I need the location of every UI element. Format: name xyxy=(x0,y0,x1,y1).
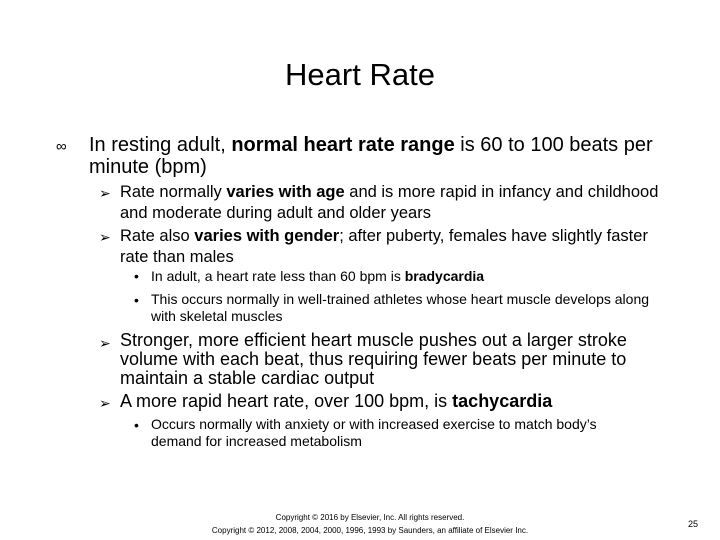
page-number: 25 xyxy=(688,519,699,529)
main-bullet-text: In resting adult, normal heart rate range is 60 to 100 beats per minute (bpm) xyxy=(89,134,653,178)
arrowhead-bullet-icon: ➢ xyxy=(99,229,111,245)
sub-bullet-age: Rate normally varies with age and is more rapid in infancy and childhood and moderate during adult and older years xyxy=(120,183,659,222)
infinity-bullet-icon: ∞ xyxy=(56,138,67,155)
sub-bullet-stronger-muscle: Stronger, more efficient heart muscle pushes out a larger stroke volume with each beat, thus requiring fewer beats per minute to maintain a stable cardiac output xyxy=(120,330,627,388)
dot-bullet-icon: • xyxy=(134,268,139,284)
arrowhead-bullet-icon: ➢ xyxy=(99,395,111,411)
bradycardia-item: In adult, a heart rate less than 60 bpm is bradycardia xyxy=(151,268,485,284)
copyright-line-2: Copyright © 2012, 2008, 2004, 2000, 1996, 1993 by Saunders, an affiliate of Elsevier Inc. xyxy=(211,525,529,535)
arrowhead-bullet-icon: ➢ xyxy=(99,335,111,351)
sub-bullet-tachycardia: A more rapid heart rate, over 100 bpm, is tachycardia xyxy=(120,391,553,411)
dot-bullet-icon: • xyxy=(134,292,139,308)
copyright-footer xyxy=(140,512,600,537)
slide-title: Heart Rate xyxy=(285,57,435,92)
athletes-item: This occurs normally in well-trained athletes whose heart muscle develops along with skeletal muscles xyxy=(151,291,650,324)
arrowhead-bullet-icon: ➢ xyxy=(99,185,111,201)
dot-bullet-icon: • xyxy=(134,417,139,433)
sub-bullet-gender: Rate also varies with gender; after puberty, females have slightly faster rate than males xyxy=(120,227,648,266)
copyright-line-1: Copyright © 2016 by Elsevier, Inc. All rights reserved. xyxy=(275,513,465,522)
anxiety-item: Occurs normally with anxiety or with increased exercise to match body’s demand for increased metabolism xyxy=(151,416,597,449)
